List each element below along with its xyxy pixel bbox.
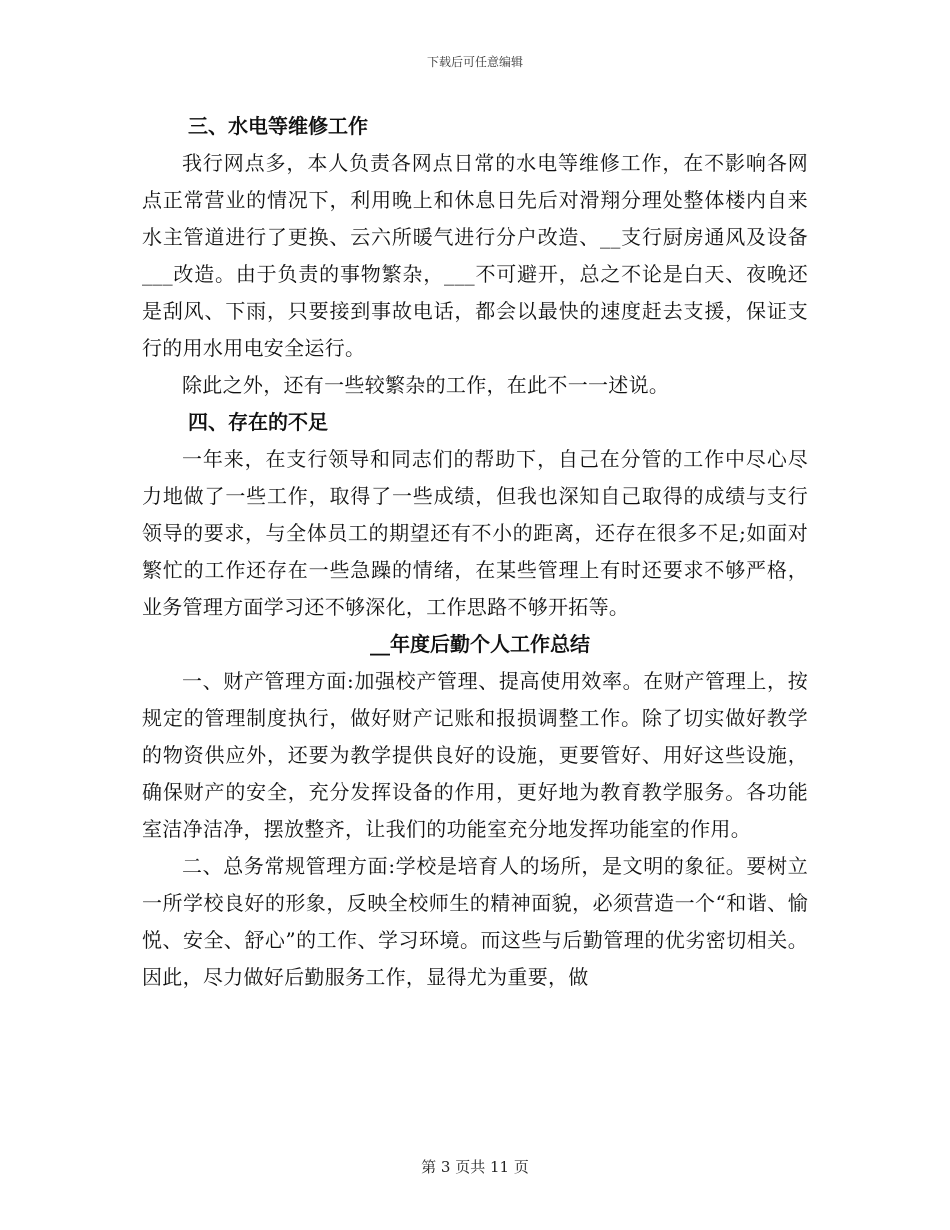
paragraph-shortcomings: 一年来，在支行领导和同志们的帮助下，自己在分管的工作中尽心尽力地做了一些工作，取得了一些成绩，但我也深知自己取得的成绩与支行领导的要求，与全体员工的期望还有不小的距离，还存在很多不足;如面对繁忙的工作还存在一些急躁的情绪，在某些管理上有时还要求不够严格，业务管理方面学习还不够深化，工作思路不够开拓等。 (142, 447, 808, 619)
section-heading-repair: 三、水电等维修工作 (188, 114, 368, 138)
page-footer: 第 3 页共 11 页 (421, 1158, 529, 1176)
section-heading-shortcomings: 四、存在的不足 (188, 410, 328, 434)
document-body (142, 108, 808, 996)
article-title: __年度后勤个人工作总结 (370, 632, 590, 656)
paragraph-other-work: 除此之外，还有一些较繁杂的工作，在此不一一述说。 (182, 373, 670, 397)
paragraph-repair-work: 我行网点多，本人负责各网点日常的水电等维修工作，在不影响各网点正常营业的情况下，利用晚上和休息日先后对滑翔分理处整体楼内自来水主管道进行了更换、云六所暖气进行分户改造、__支行厨房通风及设备___改造。由于负责的事物繁杂，___不可避开，总之不论是白天、夜晚还是刮风、下雨，只要接到事故电话，都会以最快的速度赶去支援，保证支行的用水用电安全运行。 (142, 151, 808, 360)
paragraph-general-affairs: 二、总务常规管理方面:学校是培育人的场所，是文明的象征。要树立一所学校良好的形象，反映全校师生的精神面貌，必须营造一个“和谐、愉悦、安全、舒心”的工作、学习环境。而这些与后勤管理的优劣密切相关。因此，尽力做好后勤服务工作，显得尤为重要，做 (142, 854, 808, 989)
paragraph-property-management: 一、财产管理方面:加强校产管理、提高使用效率。在财产管理上，按规定的管理制度执行，做好财产记账和报损调整工作。除了切实做好教学的物资供应外，还要为教学提供良好的设施，更要管好、用好这些设施，确保财产的安全，充分发挥设备的作用，更好地为教育教学服务。各功能室洁净洁净，摆放整齐，让我们的功能室充分地发挥功能室的作用。 (142, 669, 808, 841)
page-header: 下载后可任意编辑 (426, 55, 523, 69)
